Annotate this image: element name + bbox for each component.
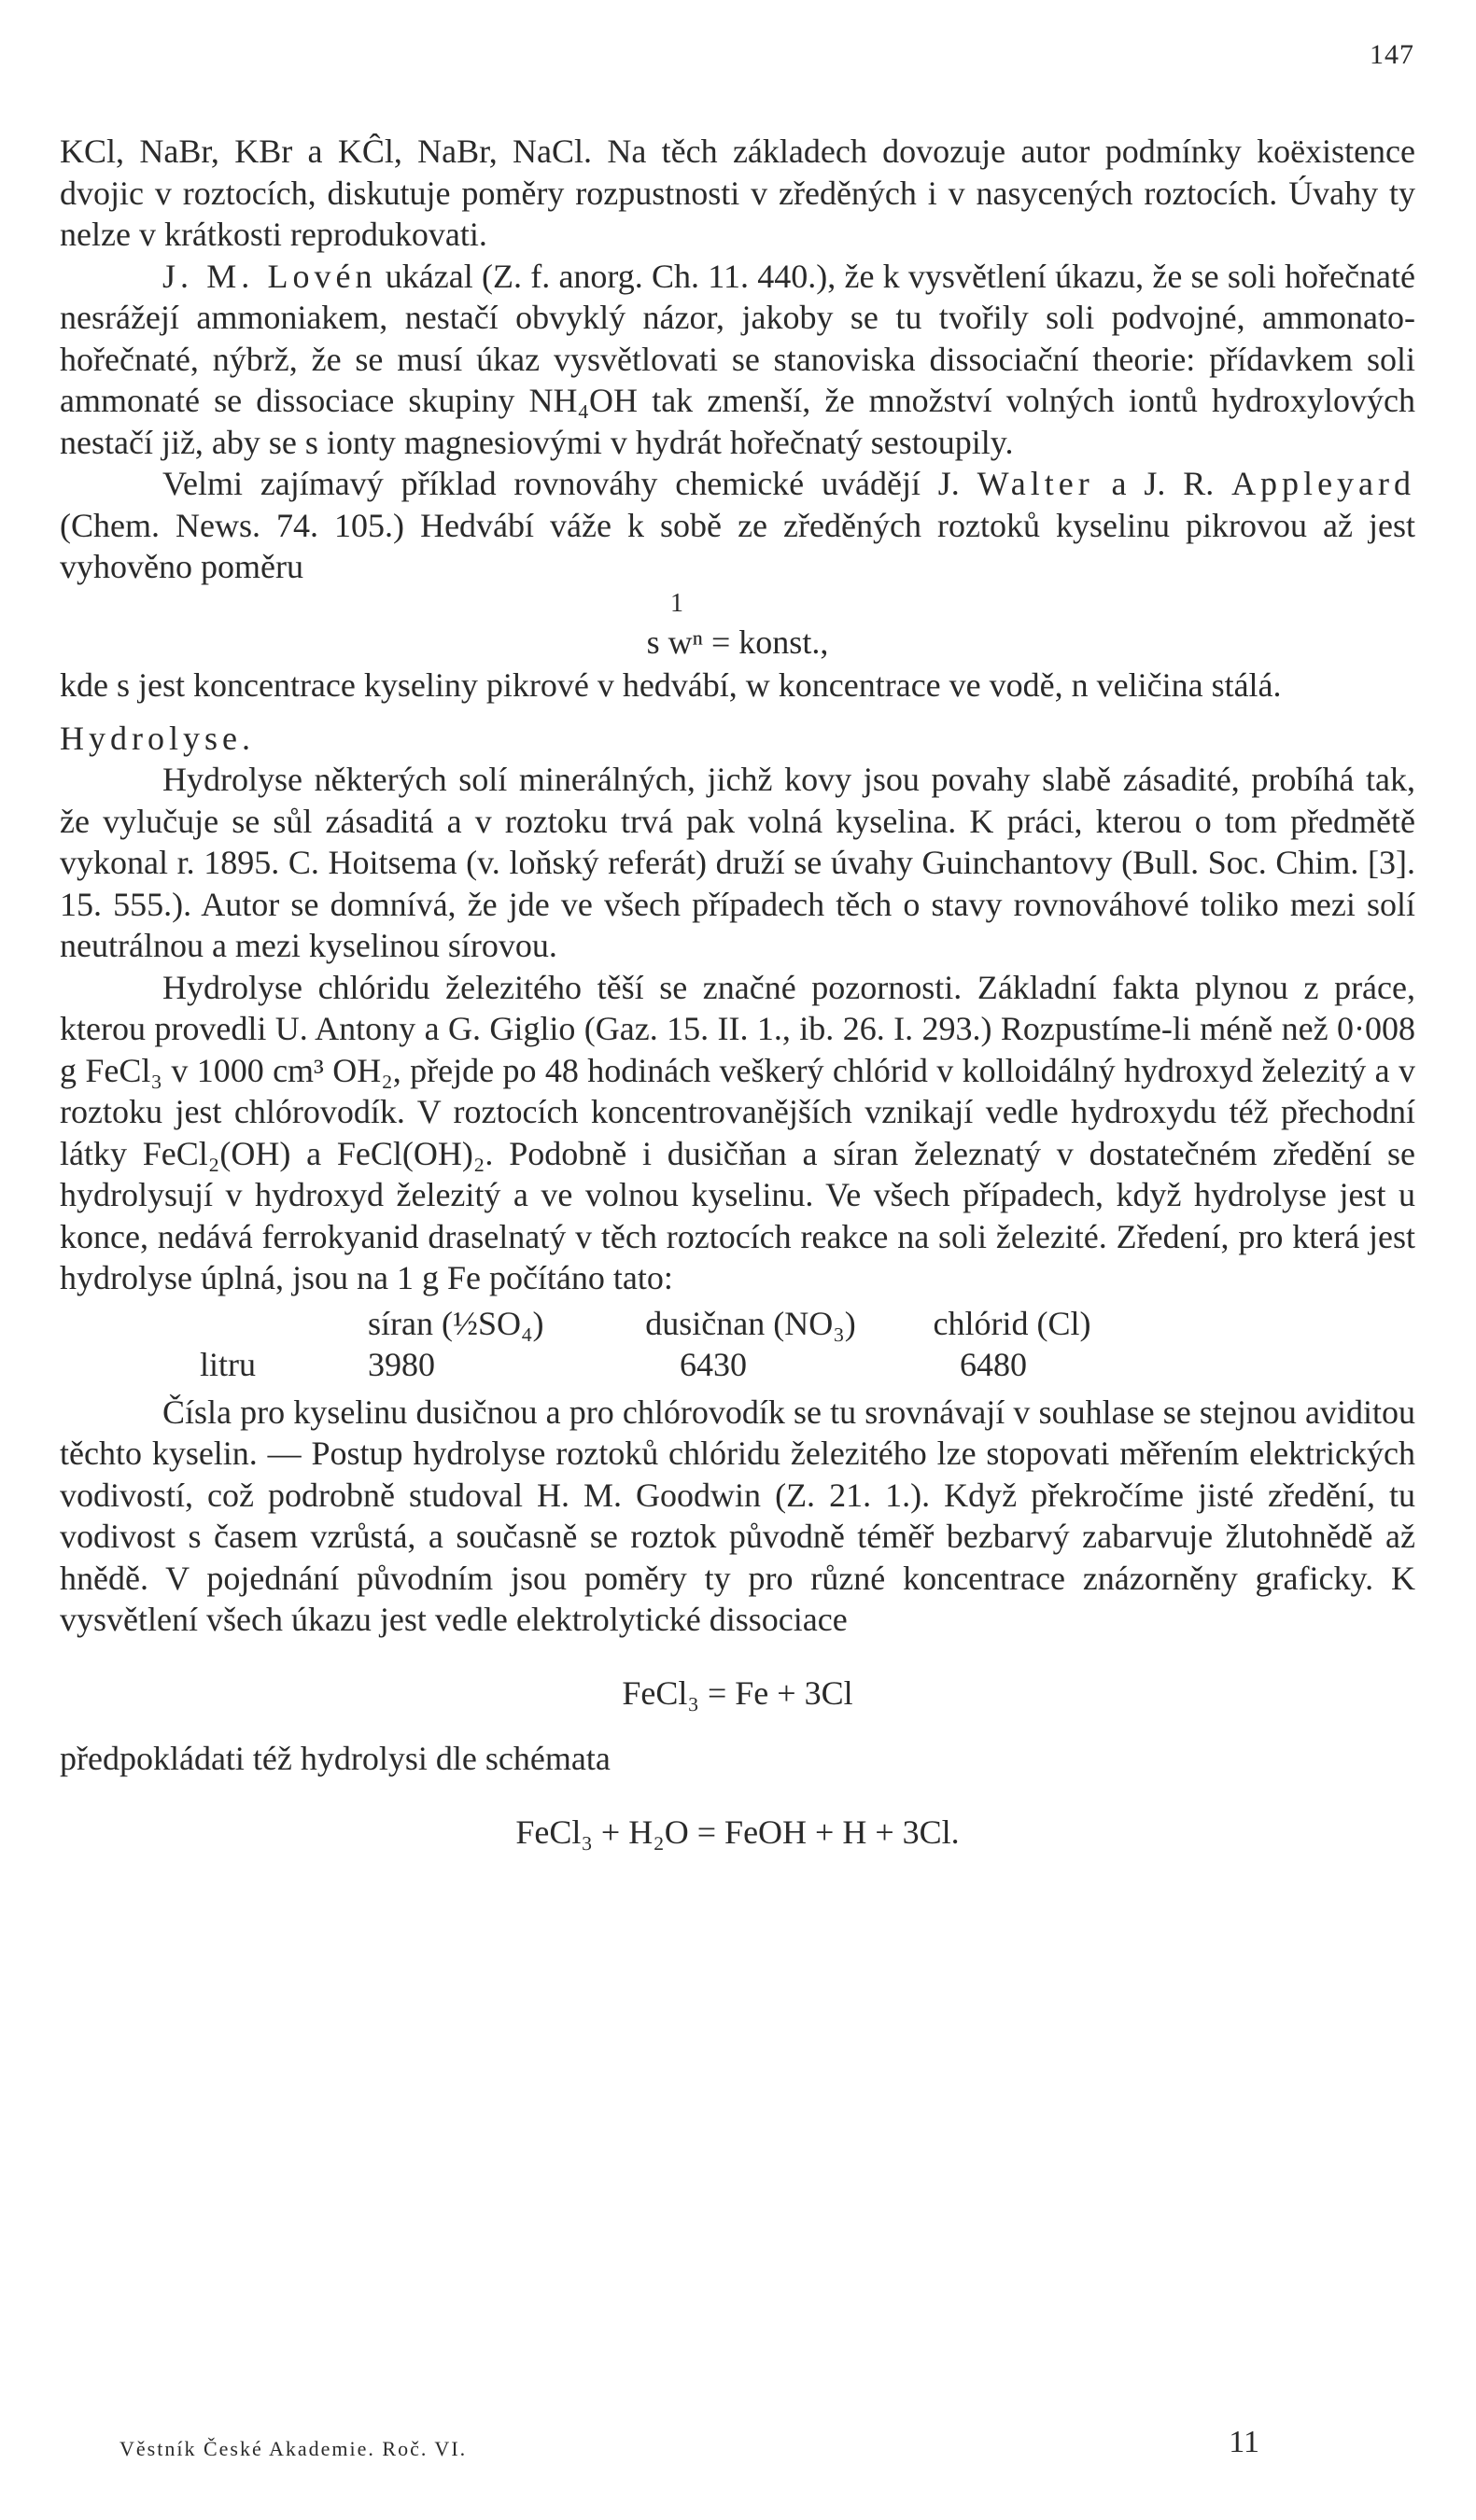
equation: FeCl₃ + H₂O = FeOH + H + 3Cl. bbox=[515, 1813, 960, 1851]
paragraph bbox=[60, 463, 1415, 588]
paragraph bbox=[60, 256, 1415, 464]
table-cell: 3980 bbox=[368, 1346, 435, 1383]
paragraph: předpokládati též hydrolysi dle schémata bbox=[60, 1740, 611, 1777]
table-header: síran (½SO₄) bbox=[368, 1304, 544, 1342]
row-label: litru bbox=[200, 1346, 256, 1383]
formula-exponent-index: 1 bbox=[670, 588, 683, 618]
table-header: dusičnan (NO₃) bbox=[645, 1304, 856, 1342]
table-row bbox=[60, 1344, 1415, 1386]
footer-sheet-number: 11 bbox=[1229, 2425, 1259, 2459]
table-header-row bbox=[60, 1303, 1415, 1345]
article-body bbox=[60, 131, 1415, 1853]
table-cell: 6480 bbox=[960, 1346, 1027, 1383]
formula: s wⁿ = konst., bbox=[646, 623, 829, 661]
concentration-table bbox=[60, 1303, 1415, 1386]
paragraph-text: Velmi zajímavý příklad rovnováhy chemické uvádějí J. bbox=[162, 465, 960, 502]
paragraph-text: (Chem. News. 74. 105.) Hedvábí váže k sobě ze zředěných roztoků kyselinu pikrovou až jest vyhověno poměru bbox=[60, 506, 1415, 585]
author-name: Walter bbox=[977, 465, 1094, 502]
author-name: J. M. Lovén bbox=[162, 257, 377, 295]
paragraph: kde s jest koncentrace kyseliny pikrové v hedvábí, w koncentrace ve vodě, n veličina stálá. bbox=[60, 666, 1282, 704]
table-header: chlórid (Cl) bbox=[933, 1304, 1091, 1342]
paragraph: Čísla pro kyselinu dusičnou a pro chlórovodík se tu srovnávají v souhlase se stejnou aviditou těchto kyselin. — Postup hydrolyse roztoků chlóridu železitého lze stopovati měřením elektrických vodivostí, což podrobně studoval H. M. Goodwin (Z. 21. 1.). Když překročíme jisté zředění, tu vodivost s časem vzrůstá, a současně se roztok původně téměř bezbarvý zabarvuje žlutohnědě až hnědě. V pojednání původním jsou poměry ty pro různé koncentrace znázorněny graficky. K vysvětlení všech úkazu jest vedle elektrolytické dissociace bbox=[60, 1393, 1415, 1638]
section-heading: Hydrolyse. bbox=[60, 719, 255, 757]
footer-journal: Věstník České Akademie. Roč. VI. bbox=[119, 2437, 468, 2460]
author-name: Appleyard bbox=[1231, 465, 1416, 502]
paragraph: KCl, NaBr, KBr a KĈl, NaBr, NaCl. Na těch základech dovozuje autor podmínky koëxistence dvojic v roztocích, diskutuje poměry rozpustnosti v zředěných i v nasycených roztocích. Úvahy ty nelze v krátkosti reprodukovati. bbox=[60, 133, 1415, 253]
paragraph-text: a J. R. bbox=[1111, 465, 1215, 502]
table-cell: 6430 bbox=[680, 1346, 747, 1383]
paragraph: Hydrolyse chlóridu železitého těší se značné pozornosti. Základní fakta plynou z práce, kterou provedli U. Antony a G. Giglio (Gaz. 15. II. 1., ib. 26. I. 293.) Rozpustíme-li méně než 0·008 g FeCl₃ v 1000 cm³ OH₂, přejde po 48 hodinách veškerý chlórid v kolloidálný hydroxyd železitý a v roztoku jest chlórovodík. V roztocích koncentrovanějších vznikají vedle hydroxydu též přechodní látky FeCl₂(OH) a FeCl(OH)₂. Podobně i dusičňan a síran železnatý v dostatečném zředění se hydrolysují v hydroxyd železitý a ve volnou kyselinu. Ve všech případech, když hydrolyse jest u konce, nedává ferrokyanid draselnatý v těch roztocích reakce na soli železité. Zředení, pro která jest hydrolyse úplná, jsou na 1 g Fe počítáno tato: bbox=[60, 968, 1415, 1296]
page-number: 147 bbox=[1370, 39, 1414, 70]
equation: FeCl₃ = Fe + 3Cl bbox=[622, 1673, 853, 1712]
paragraph-text: ukázal (Z. f. anorg. Ch. 11. 440.), že k vysvětlení úkazu, že se soli hořečnaté nesrážejí ammoniakem, nestačí obvyklý názor, jakoby se tu tvořily soli podvojné, ammonato-hořečnaté, nýbrž, že se musí úkaz vysvětlovati se stanoviska dissociační theorie: přídavkem soli ammonaté se dissociace skupiny NH₄OH tak zmenší, že množství volných iontů hydroxylových nestačí již, aby se s ionty magnesiovými v hydrát hořečnatý sestoupily. bbox=[60, 257, 1416, 461]
paragraph: Hydrolyse některých solí minerálných, jichž kovy jsou povahy slabě zásadité, probíhá tak, že vylučuje se sůl zásaditá a v roztoku trvá pak volná kyselina. K práci, kterou o tom předmětě vykonal r. 1895. C. Hoitsema (v. loňský referát) druží se úvahy Guinchantovy (Bull. Soc. Chim. [3]. 15. 555.). Autor se domnívá, že jde ve všech případech těch o stavy rovnováhové toliko mezi solí neutrálnou a mezi kyselinou sírovou. bbox=[60, 761, 1415, 964]
